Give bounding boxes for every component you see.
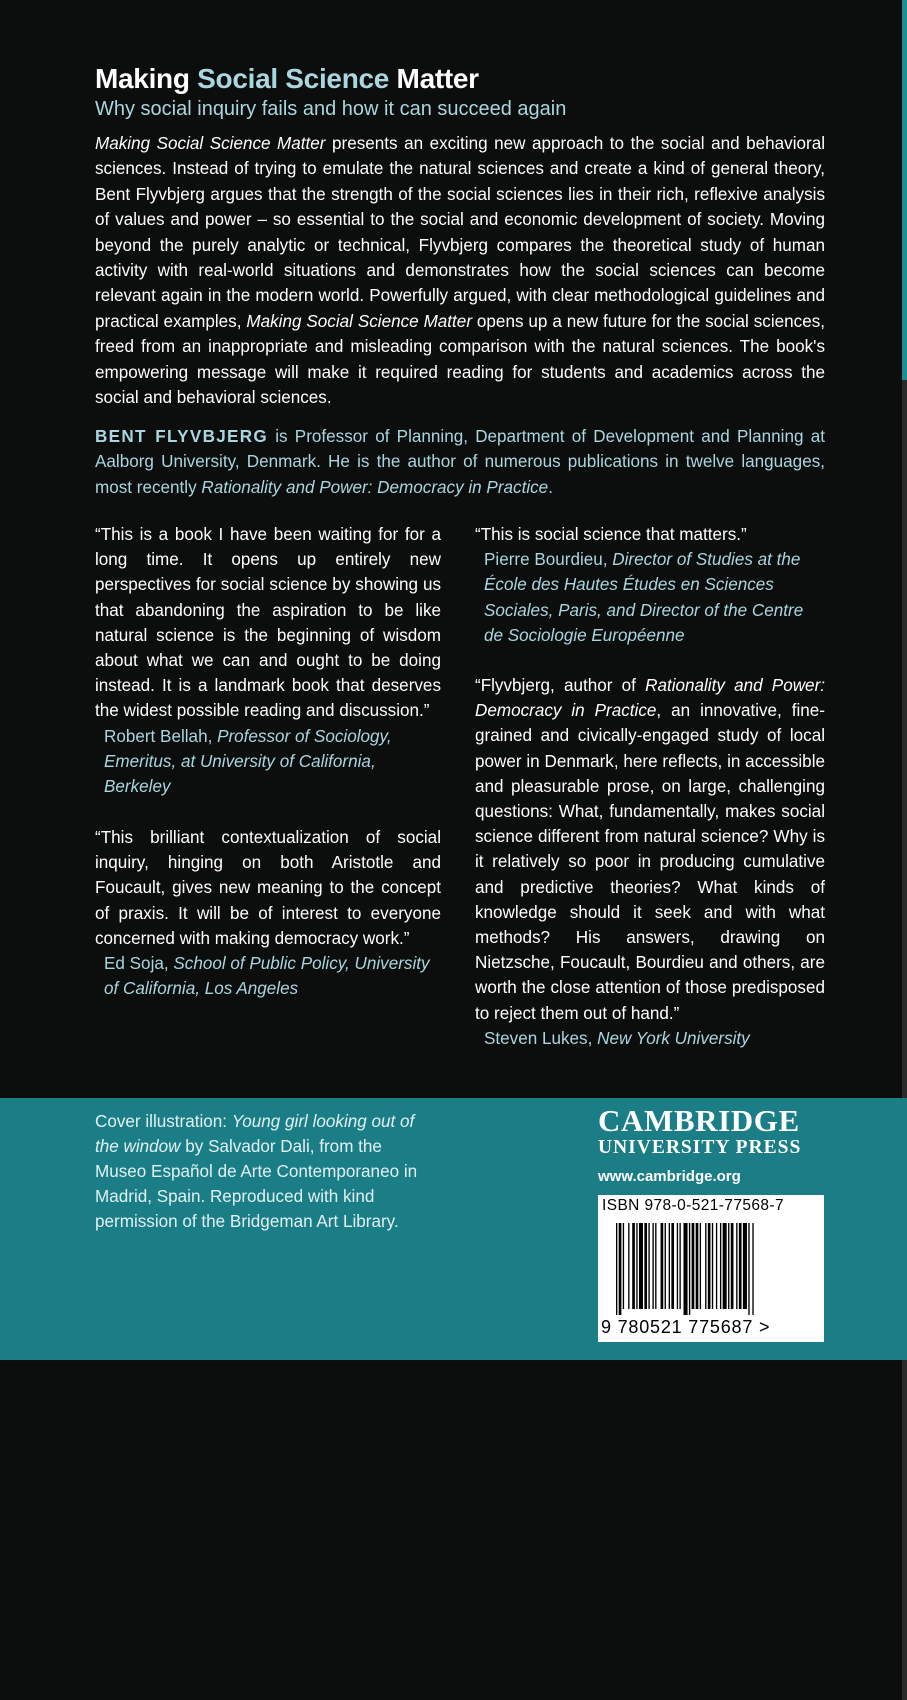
barcode-bar (708, 1223, 711, 1309)
publisher-website: www.cambridge.org (598, 1168, 741, 1185)
endorsement-quote: “This brilliant contextualization of social inquiry, hinging on both Aristotle and Foucault, gives new meaning to the concept of praxis. It will be of interest to everyone concerned with making democracy work.” Ed Soja, School of Public Policy, University of California, Los Angeles (95, 825, 441, 1001)
book-subtitle: Why social inquiry fails and how it can succeed again (95, 98, 567, 120)
barcode-bar (679, 1223, 680, 1309)
barcode-bar (671, 1223, 674, 1309)
barcode-bars (616, 1223, 806, 1315)
endorsement-attribution: Pierre Bourdieu, Director of Studies at the École des Hautes Études en Sciences Sociales, Paris, and Director of the Centre de Sociologie Européenne (484, 550, 804, 645)
barcode-bar (748, 1223, 749, 1315)
barcode-bar (728, 1223, 729, 1309)
barcode-bar (665, 1223, 666, 1309)
barcode-bar (684, 1223, 688, 1315)
barcode-bar (648, 1223, 649, 1309)
barcode-bar (705, 1223, 706, 1309)
spine-edge-dark (902, 380, 907, 1700)
barcode-bar (644, 1223, 647, 1309)
barcode-bar (731, 1223, 734, 1309)
author-bio: BENT FLYVBJERG is Professor of Planning, Department of Development and Planning at Aalborg University, Denmark. He is the author of numerous publications in twelve languages, most recently Rationality and Power: Democracy in Practice. (95, 427, 825, 497)
isbn-barcode (598, 1195, 824, 1342)
barcode-bar (743, 1223, 747, 1309)
endorsement-attribution: Ed Soja, School of Public Policy, University of California, Los Angeles (104, 954, 430, 999)
barcode-bar (639, 1223, 643, 1309)
barcode-bar (752, 1223, 753, 1315)
isbn-label: ISBN 978-0-521-77568-7 (602, 1197, 784, 1214)
barcode-bar (655, 1223, 656, 1309)
barcode-bar (623, 1223, 624, 1309)
endorsement-quote: “Flyvbjerg, author of Rationality and Power: Democracy in Practice, an innovative, fine-grained and civically-engaged study of local power in Denmark, here reflects, in accessible and pleasurable prose, on large, challenging questions: What, fundamentally, makes social science different from natural science? Why is it relatively so poor in producing cumulative and predictive theories? What kinds of knowledge should it seek and with what methods? His answers, drawing on Nietzsche, Foucault, Bourdieu and others, are worth the close attention of those predisposed to reject them out of hand.” Steven Lukes, New York University (475, 673, 825, 1051)
barcode-bar (696, 1223, 699, 1309)
barcode-bar (720, 1223, 721, 1309)
barcode-digits: 9 780521 775687 > (601, 1317, 771, 1337)
barcode-bar (628, 1223, 629, 1309)
barcode-bar (677, 1223, 678, 1309)
barcode-bar (716, 1223, 717, 1309)
barcode-bar (689, 1223, 690, 1315)
barcode-bar (669, 1223, 670, 1309)
barcode-bar (700, 1223, 701, 1309)
endorsement-attribution: Robert Bellah, Professor of Sociology, Emeritus, at University of California, Berkeley (104, 726, 392, 797)
barcode-bar (619, 1223, 622, 1315)
cover-illustration-credit: Cover illustration: Young girl looking out of the window by Salvador Dali, from the Museo Español de Arte Contemporaneo in Madrid, Spain. Reproduced with kind permission of the Bridgeman Art Library. (95, 1112, 418, 1231)
barcode-bar (632, 1223, 635, 1309)
barcode-bar (712, 1223, 713, 1309)
spine-edge (902, 0, 907, 380)
book-description: Making Social Science Matter presents an exciting new approach to the social and behavioral sciences. Instead of trying to emulate the natural sciences and create a kind of general theory, Bent Flyvbjerg argues that the strength of the social sciences lies in their rich, reflexive analysis of values and power – so essential to the social and economic development of society. Moving beyond the purely analytic or technical, Flyvbjerg compares the theoretical study of human activity with real-world situations and demonstrates how the social sciences can become relevant again in the modern world. Powerfully argued, with clear methodological guidelines and practical examples, Making Social Science Matter opens up a new future for the social sciences, freed from an inappropriate and misleading comparison with the natural sciences. The book's empowering message will make it required reading for students and academics across the social and behavioral sciences. (95, 134, 825, 408)
author-name: BENT FLYVBJERG (95, 427, 268, 446)
endorsement-attribution: Steven Lukes, New York University (484, 1028, 750, 1048)
barcode-bar (616, 1223, 617, 1315)
barcode-bar (661, 1223, 664, 1309)
endorsement-quote: “This is social science that matters.” Pierre Bourdieu, Director of Studies at the École des Hautes Études en Sciences Sociales, Paris, and Director of the Centre de Sociologie Européenne (475, 522, 825, 648)
barcode-bar (723, 1223, 727, 1309)
barcode-bar (736, 1223, 737, 1309)
book-title: Making Social Science Matter (95, 63, 479, 94)
publisher-logo: CAMBRIDGE UNIVERSITY PRESS (598, 1103, 802, 1158)
barcode-bar (636, 1223, 637, 1309)
endorsement-quote: “This is a book I have been waiting for for a long time. It opens up entirely new perspectives for social science by showing us that abandoning the aspiration to be like natural science is the beginning of wisdom about what we can and ought to be doing instead. It is a landmark book that deserves the widest possible reading and discussion.” Robert Bellah, Professor of Sociology, Emeritus, at University of California, Berkeley (95, 522, 441, 799)
barcode-bar (652, 1223, 653, 1309)
barcode-bar (739, 1223, 742, 1309)
barcode-bar (692, 1223, 695, 1309)
